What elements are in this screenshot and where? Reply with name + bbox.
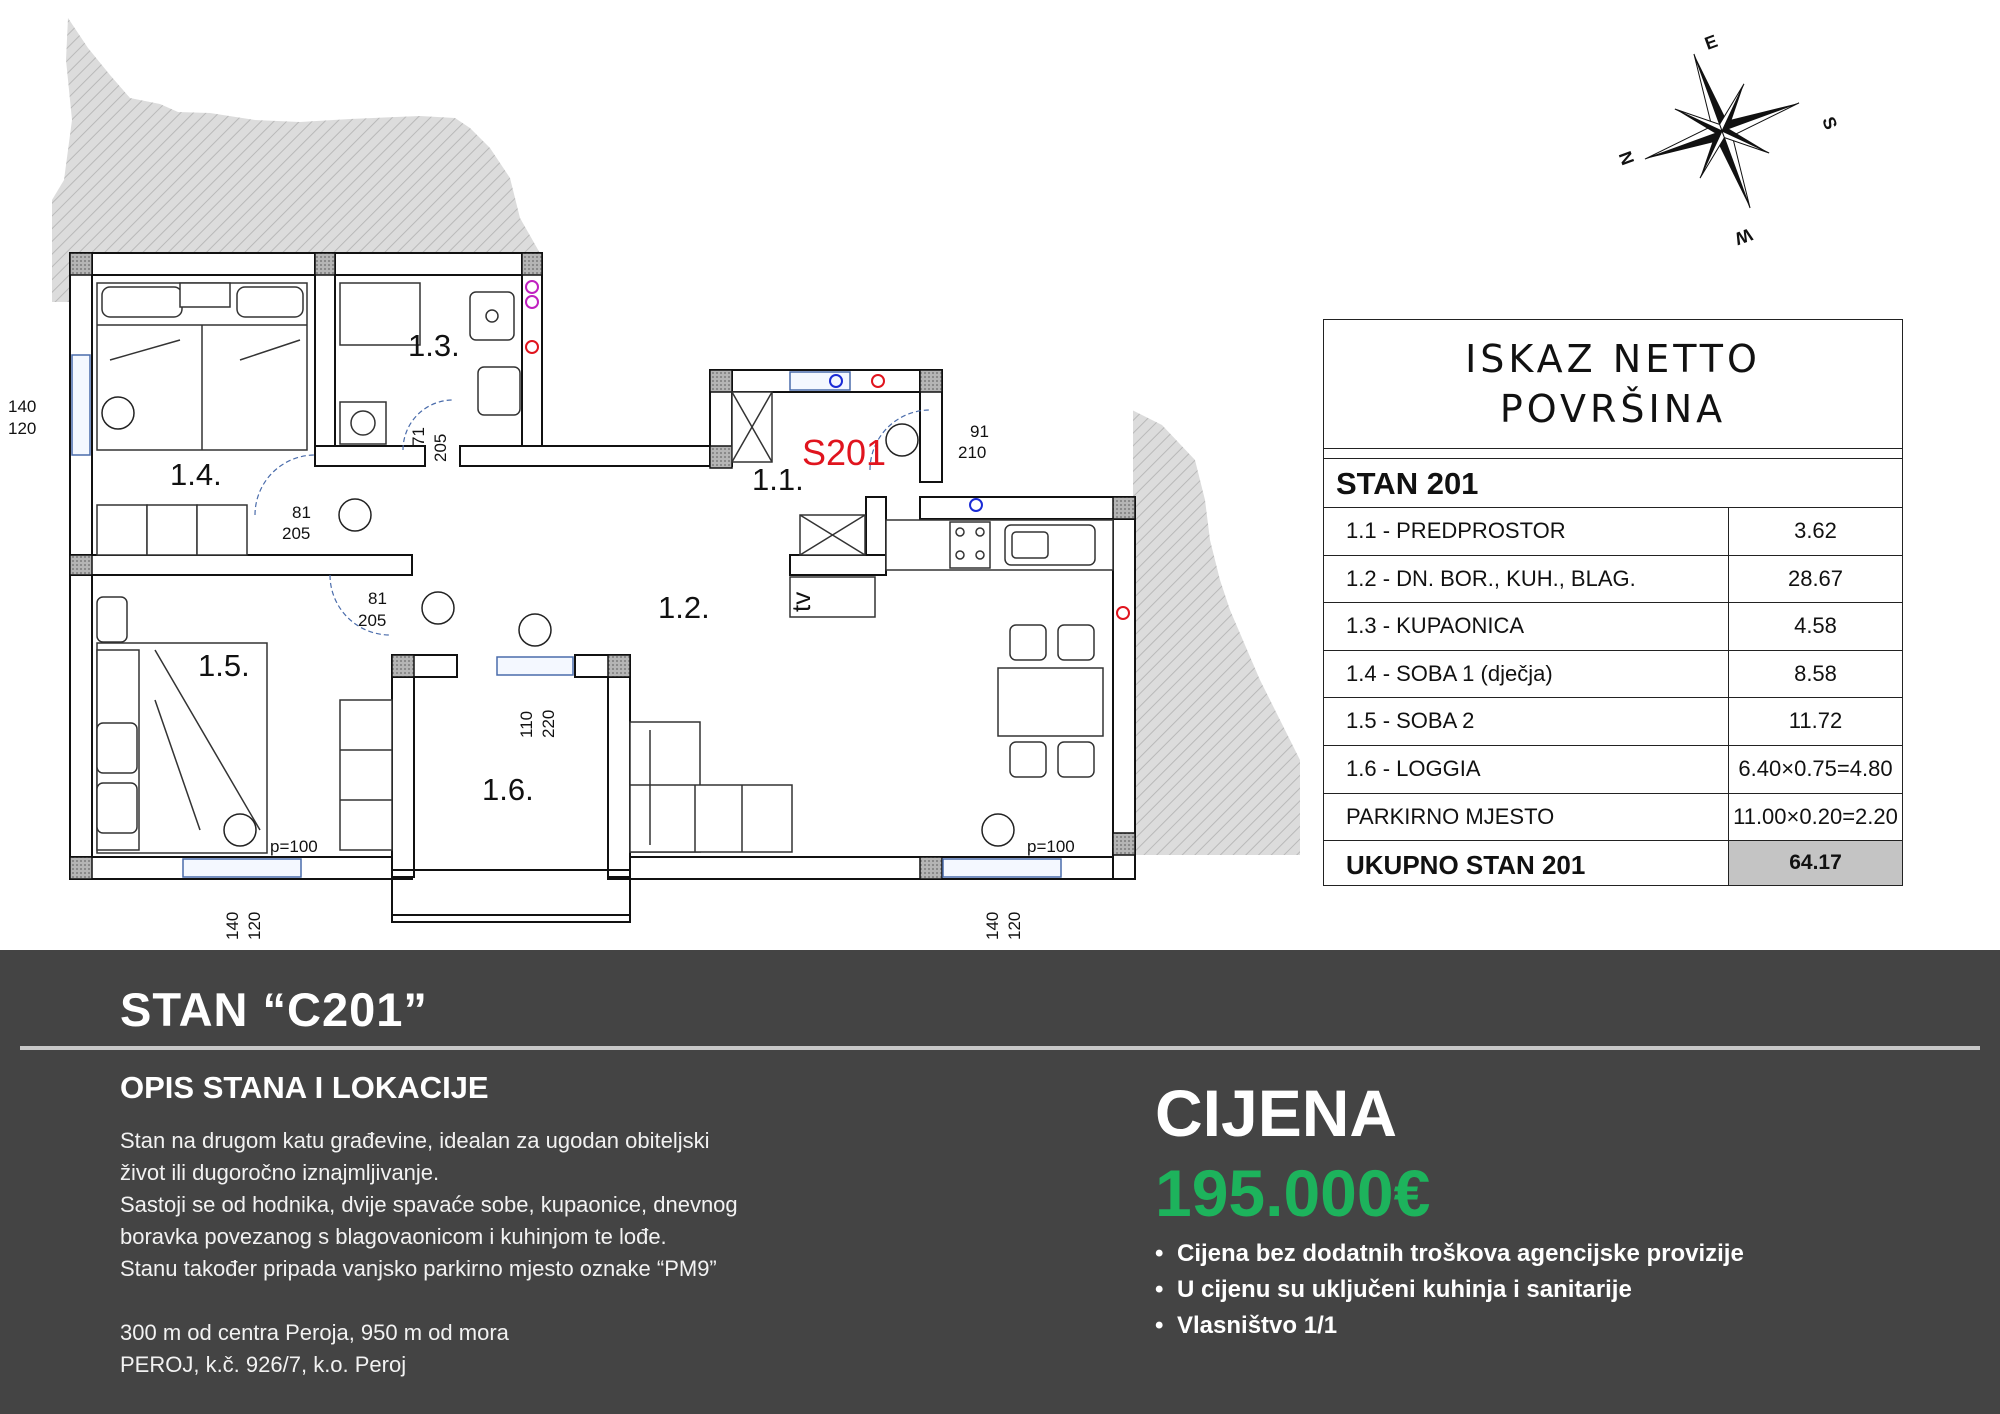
area-row (1324, 508, 1902, 556)
area-row (1324, 556, 1902, 604)
price-note (1155, 1276, 1632, 1304)
parapet-right: p=100 (1027, 837, 1075, 856)
compass-north: N (1615, 148, 1639, 168)
area-row (1324, 746, 1902, 794)
room-label-1-4: 1.4. (170, 457, 222, 492)
dim-door-entry-width: 91 (970, 422, 989, 441)
tv-label: tv (786, 591, 816, 612)
divider (20, 1046, 1980, 1050)
area-total-label: UKUPNO STAN 201 (1324, 841, 1729, 885)
area-row-label: PARKIRNO MJESTO (1324, 794, 1729, 841)
compass-west: W (1732, 224, 1755, 249)
dim-window-br-height: 120 (1005, 911, 1024, 940)
compass-rose (1617, 26, 1827, 236)
area-row-label: 1.5 - SOBA 2 (1324, 698, 1729, 745)
dim-door-room2-width: 81 (368, 589, 387, 608)
room-label-1-2: 1.2. (658, 590, 710, 625)
description-line: Sastoji se od hodnika, dvije spavaće sobe, kupaonice, dnevnog (120, 1192, 738, 1217)
area-row (1324, 794, 1902, 842)
area-row-value: 8.58 (1794, 660, 1837, 686)
description-line: Stan na drugom katu građevine, idealan za ugodan obiteljski (120, 1128, 710, 1153)
area-row-label: 1.6 - LOGGIA (1324, 746, 1729, 793)
dim-door-room2-height: 205 (358, 611, 387, 630)
area-row-label: 1.3 - KUPAONICA (1324, 603, 1729, 650)
area-table (1323, 319, 1903, 886)
area-total-value: 64.17 (1729, 841, 1902, 885)
apartment-title: STAN “C201” (120, 983, 428, 1036)
bullet-icon: • (1155, 1276, 1164, 1303)
area-row-value: 11.00×0.20=2.20 (1733, 803, 1898, 829)
area-table-unit: STAN 201 (1324, 458, 1902, 508)
area-row-value: 11.72 (1788, 708, 1843, 734)
price-value: 195.000€ (1155, 1156, 1431, 1230)
area-table-title-line2: POVRŠINA (1499, 387, 1727, 431)
area-row (1324, 698, 1902, 746)
dim-door-bath-width: 71 (409, 427, 428, 446)
parapet-left: p=100 (270, 837, 318, 856)
dim-window-left-height: 120 (8, 419, 37, 438)
dim-door-bath-height: 205 (431, 433, 450, 462)
bullet-icon: • (1155, 1240, 1164, 1267)
area-row (1324, 651, 1902, 699)
price-note-text: Vlasništvo 1/1 (1177, 1312, 1338, 1339)
price-note-text: U cijenu su uključeni kuhinja i sanitarije (1177, 1276, 1632, 1303)
area-row-value: 4.58 (1794, 613, 1837, 639)
price-label: CIJENA (1155, 1076, 1398, 1150)
price-note-text: Cijena bez dodatnih troškova agencijske provizije (1177, 1240, 1744, 1267)
dim-door-loggia-width: 110 (517, 710, 536, 738)
room-label-1-3: 1.3. (408, 328, 460, 363)
area-total-row (1324, 841, 1902, 885)
area-row-label: 1.2 - DN. BOR., KUH., BLAG. (1324, 556, 1729, 603)
description-line: boravka povezanog s blagovaonicom i kuhinjom te lođe. (120, 1224, 667, 1249)
area-table-title-line1: ISKAZ NETTO (1465, 337, 1761, 381)
dim-door-loggia-height: 220 (539, 709, 558, 738)
description-line: Stanu također pripada vanjsko parkirno mjesto oznake “PM9” (120, 1256, 717, 1281)
area-row-value: 28.67 (1787, 565, 1844, 591)
dim-window-bl-width: 140 (223, 911, 242, 940)
area-table-title (1324, 320, 1902, 449)
location-line: PEROJ, k.č. 926/7, k.o. Peroj (120, 1352, 407, 1377)
bullet-icon: • (1155, 1312, 1164, 1339)
area-row-value: 3.62 (1794, 518, 1837, 543)
area-row (1324, 603, 1902, 651)
unit-code: S201 (802, 432, 887, 473)
room-label-1-5: 1.5. (198, 648, 250, 683)
info-panel (0, 950, 2000, 1414)
price-note (1155, 1312, 1337, 1340)
description-heading: OPIS STANA I LOKACIJE (120, 1070, 489, 1105)
dim-window-left-width: 140 (8, 397, 37, 416)
dim-window-br-width: 140 (983, 911, 1002, 940)
compass-east: E (1702, 30, 1721, 54)
dim-door-entry-height: 210 (958, 443, 987, 462)
dim-door-room1-height: 205 (282, 524, 311, 543)
location-line: 300 m od centra Peroja, 950 m od mora (120, 1320, 509, 1345)
room-label-1-1: 1.1. (752, 462, 804, 497)
area-row-label: 1.4 - SOBA 1 (dječja) (1324, 651, 1729, 698)
price-note (1155, 1240, 1744, 1268)
room-label-1-6: 1.6. (482, 772, 534, 807)
compass-south: S (1818, 114, 1842, 133)
dim-window-bl-height: 120 (245, 911, 264, 940)
loggia-railing (392, 870, 630, 922)
area-row-label: 1.1 - PREDPROSTOR (1324, 508, 1729, 555)
area-row-value: 6.40×0.75=4.80 (1738, 755, 1893, 781)
description-line: život ili dugoročno iznajmljivanje. (120, 1160, 440, 1185)
dim-door-room1-width: 81 (292, 503, 311, 522)
